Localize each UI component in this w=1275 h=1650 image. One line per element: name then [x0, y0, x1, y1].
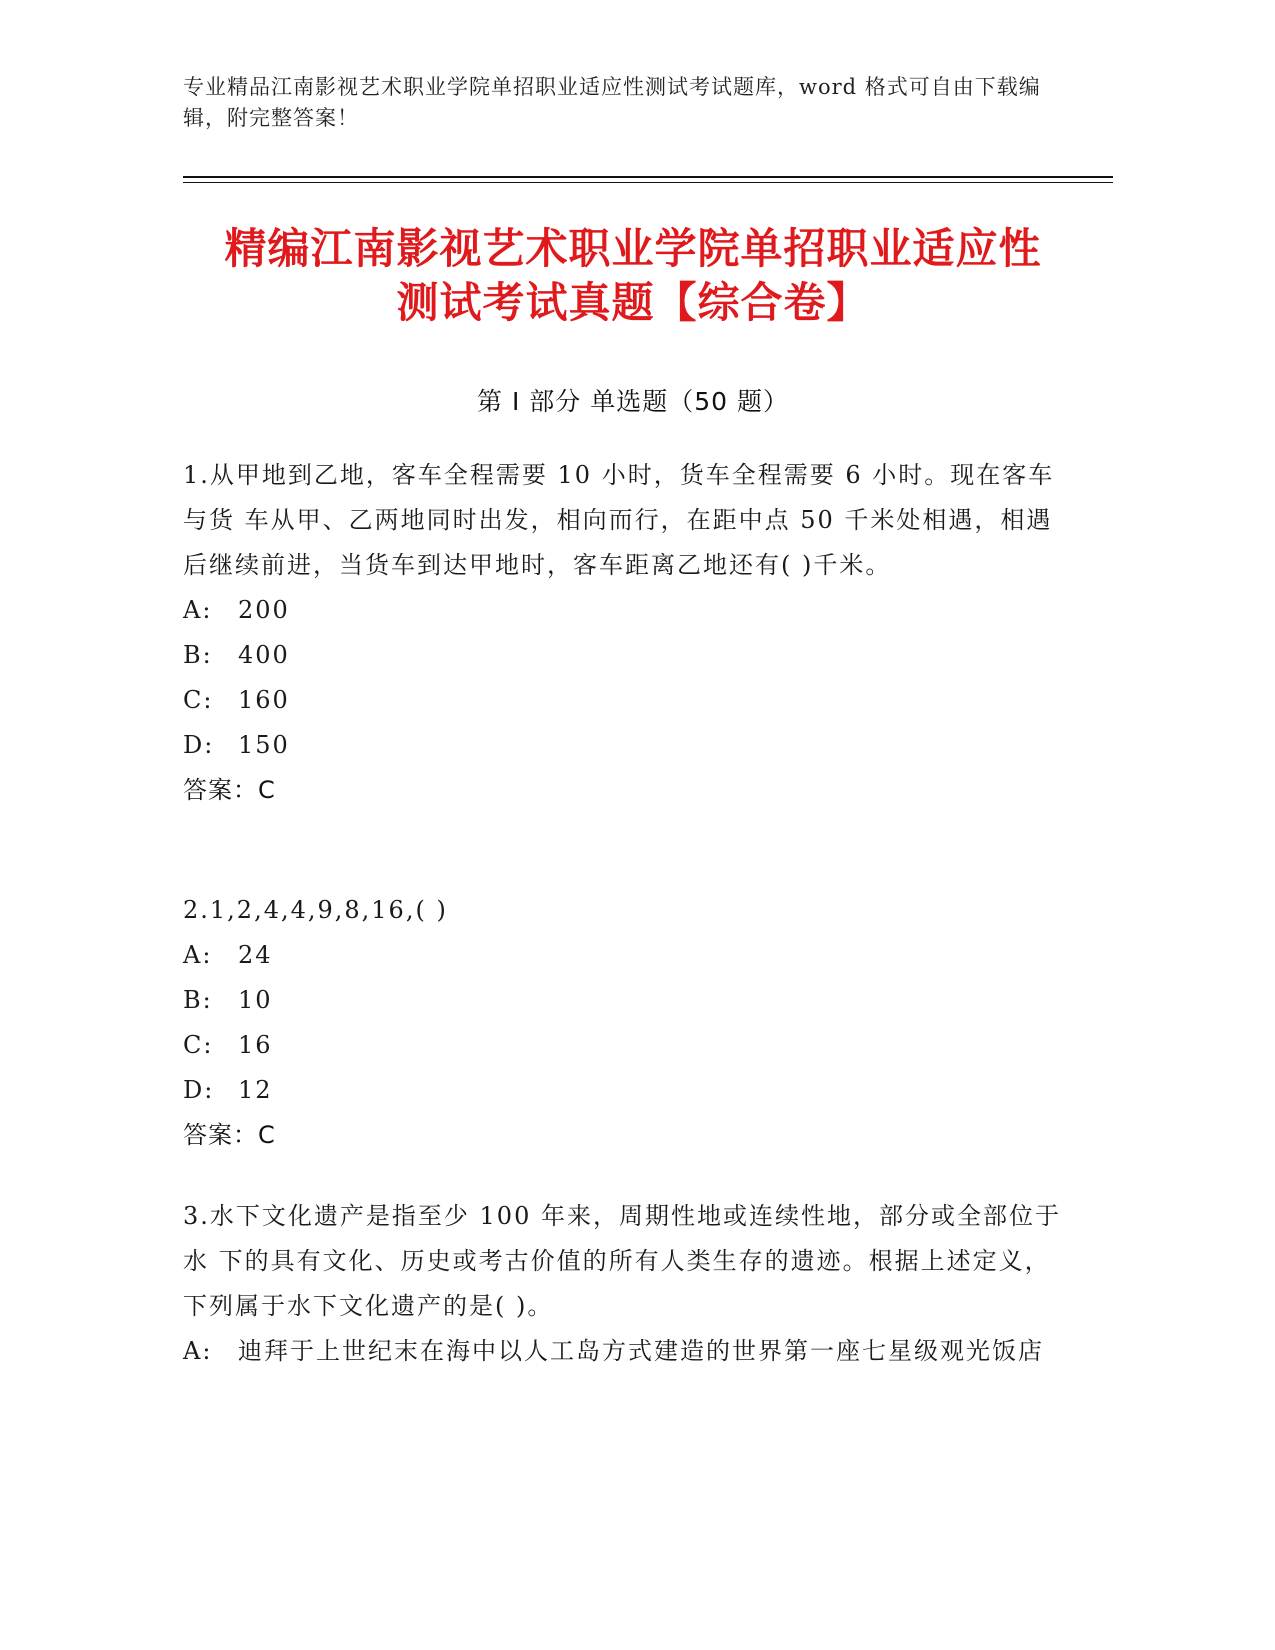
option-letter: A:	[183, 1337, 213, 1365]
option-value: 12	[238, 1076, 273, 1104]
question-1-answer: 答案：C	[183, 776, 276, 804]
question-2-option-b	[183, 978, 1063, 1023]
question-1-option-c	[183, 678, 1063, 723]
document-title-line-2: 测试考试真题【综合卷】	[396, 278, 870, 327]
option-value: 10	[238, 986, 273, 1014]
option-value: 16	[238, 1031, 273, 1059]
option-value: 迪拜于上世纪末在海中以人工岛方式建造的世界第一座七星级观光饭店	[238, 1337, 1044, 1365]
option-letter: D:	[183, 731, 215, 759]
option-letter: B:	[183, 641, 213, 669]
header-note: 专业精品江南影视艺术职业学院单招职业适应性测试考试题库，word 格式可自由下载编辑，附完整答案！	[183, 75, 1041, 130]
document-title	[183, 222, 1083, 330]
question-2-option-d	[183, 1068, 1063, 1113]
question-1-text: 1.从甲地到乙地，客车全程需要 10 小时，货车全程需要 6 小时。现在客车与货 车从甲、乙两地同时出发，相向而行，在距中点 50 千米处相遇，相遇后继续前进，当货车到达甲地时，客车距离乙地还有( )千米。	[183, 461, 1055, 579]
option-value: 160	[238, 686, 290, 714]
document-title-line-1: 精编江南影视艺术职业学院单招职业适应性	[224, 224, 1042, 273]
option-value: 24	[238, 941, 273, 969]
question-2-option-a	[183, 933, 1063, 978]
option-letter: D:	[183, 1076, 215, 1104]
question-1	[183, 453, 1063, 813]
option-value: 150	[238, 731, 290, 759]
option-letter: A:	[183, 941, 213, 969]
header-divider-thin	[183, 182, 1113, 183]
question-2-option-c	[183, 1023, 1063, 1068]
question-2-answer: 答案：C	[183, 1121, 276, 1149]
question-1-option-d	[183, 723, 1063, 768]
header-divider-thick	[183, 176, 1113, 178]
option-value: 400	[238, 641, 290, 669]
question-3-text: 3.水下文化遗产是指至少 100 年来，周期性地或连续性地，部分或全部位于水 下的具有文化、历史或考古价值的所有人类生存的遗迹。根据上述定义，下列属于水下文化遗产的是( )。	[183, 1202, 1061, 1320]
question-2-text: 2.1,2,4,4,9,8,16,( )	[183, 896, 448, 924]
option-value: 200	[238, 596, 290, 624]
question-1-option-a	[183, 588, 1063, 633]
question-3-option-a	[183, 1329, 1063, 1374]
option-letter: C:	[183, 686, 214, 714]
option-letter: C:	[183, 1031, 214, 1059]
question-1-option-b	[183, 633, 1063, 678]
section-title: 第 I 部分 单选题（50 题）	[477, 387, 789, 416]
option-letter: B:	[183, 986, 213, 1014]
question-3	[183, 1194, 1063, 1374]
question-2	[183, 888, 1063, 1158]
option-letter: A:	[183, 596, 213, 624]
